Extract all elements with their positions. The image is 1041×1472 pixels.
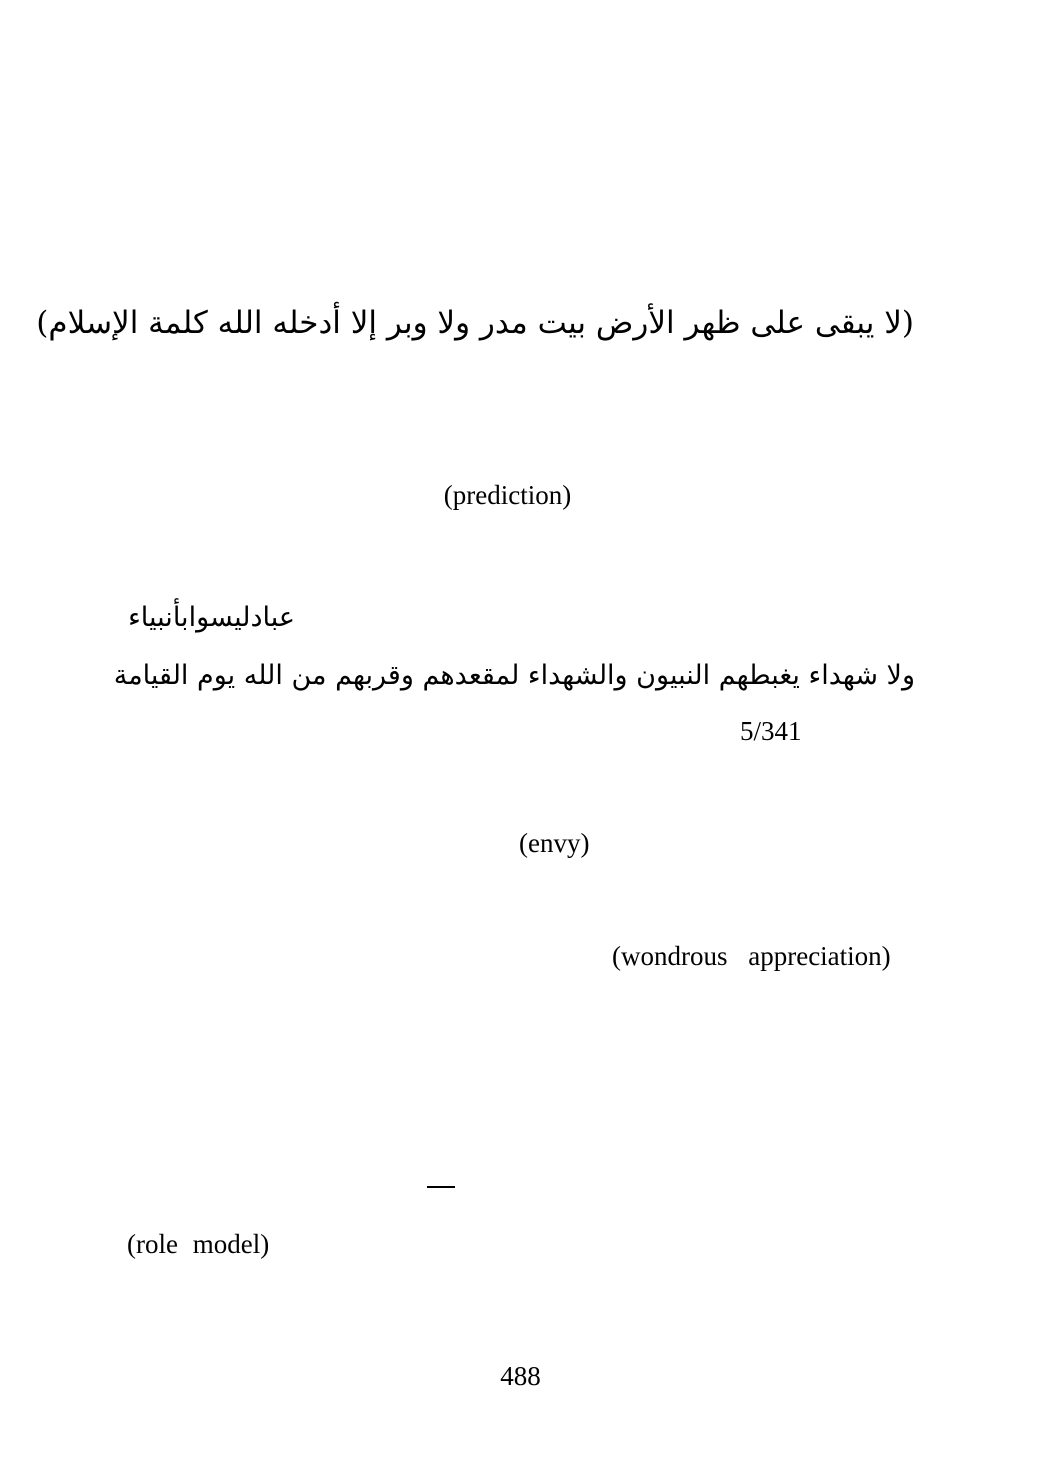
arabic-heading: عبادليسوابأنبياء: [128, 602, 295, 633]
page-number: 488: [500, 1361, 541, 1391]
wondrous-appreciation-label: (wondrous appreciation): [612, 941, 891, 971]
role-model-label: (role model): [127, 1229, 270, 1259]
arabic-hadith-line: ولا شهداء يغبطهم النبيون والشهداء لمقعدهم وقربهم من الله يوم القيامة: [113, 660, 915, 691]
separator-dash: [427, 1186, 455, 1188]
prediction-label: (prediction): [443, 480, 572, 510]
arabic-quote-line: (لا يبقى على ظهر الأرض بيت مدر ولا وبر إلا أدخله الله كلمة الإسلام): [36, 305, 914, 341]
hadith-reference: 5/341: [740, 716, 802, 746]
envy-label: (envy): [519, 828, 590, 858]
